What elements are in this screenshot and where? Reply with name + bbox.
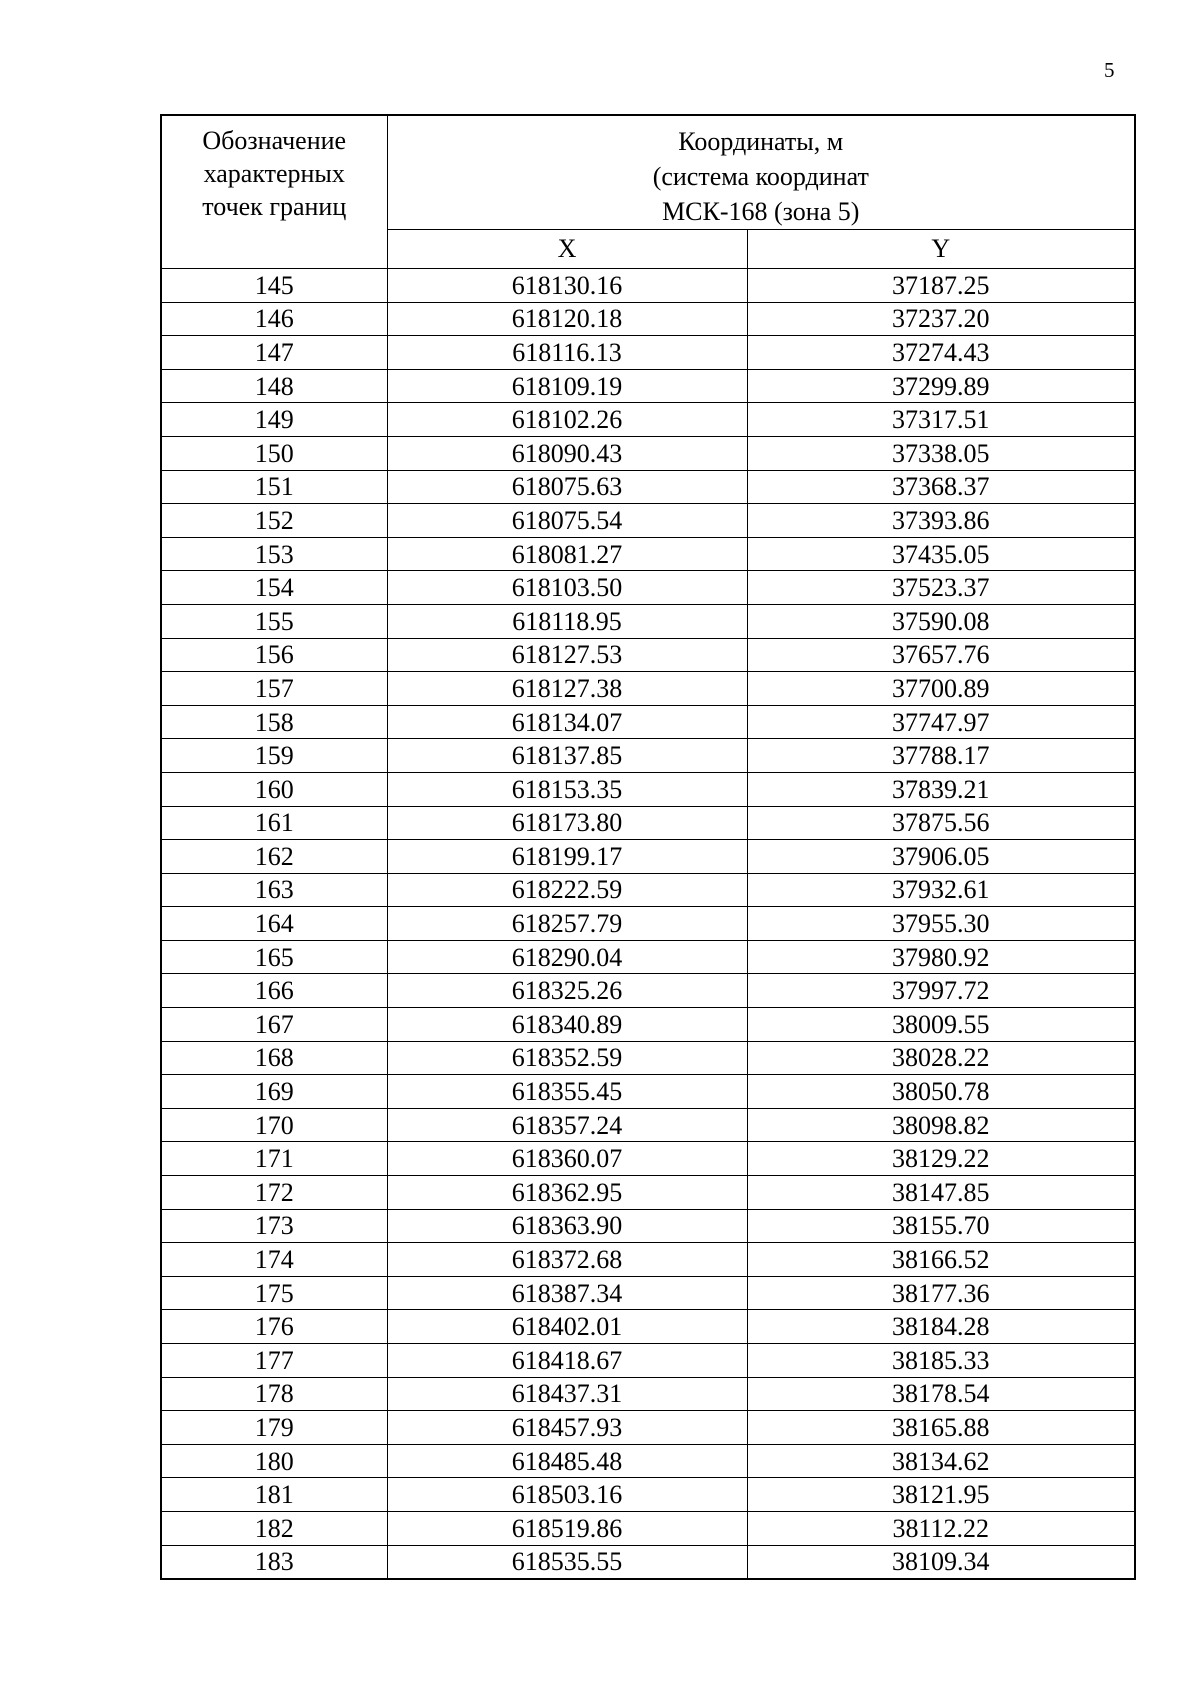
y-coordinate-cell: 37839.21 [747, 772, 1135, 806]
y-coordinate-cell: 38028.22 [747, 1041, 1135, 1075]
point-number-cell: 160 [161, 772, 387, 806]
point-number-cell: 173 [161, 1209, 387, 1243]
point-number-cell: 147 [161, 336, 387, 370]
table-row [161, 302, 1135, 336]
points-header-line: точек границ [202, 192, 347, 221]
x-coordinate-cell: 618503.16 [387, 1478, 747, 1512]
x-coordinate-cell: 618372.68 [387, 1243, 747, 1277]
point-number-cell: 161 [161, 806, 387, 840]
table-row [161, 1075, 1135, 1109]
point-number-cell: 176 [161, 1310, 387, 1344]
x-coordinate-cell: 618134.07 [387, 705, 747, 739]
table-row [161, 470, 1135, 504]
point-number-cell: 163 [161, 873, 387, 907]
table-row [161, 1142, 1135, 1176]
point-number-cell: 155 [161, 604, 387, 638]
table-row [161, 1008, 1135, 1042]
point-number-cell: 166 [161, 974, 387, 1008]
point-number-cell: 180 [161, 1444, 387, 1478]
table-row [161, 1411, 1135, 1445]
point-number-cell: 150 [161, 436, 387, 470]
table-row [161, 739, 1135, 773]
x-coordinate-cell: 618120.18 [387, 302, 747, 336]
point-number-cell: 153 [161, 537, 387, 571]
point-number-cell: 165 [161, 940, 387, 974]
y-coordinate-cell: 37523.37 [747, 571, 1135, 605]
point-number-cell: 172 [161, 1176, 387, 1210]
coordinates-column-header [387, 115, 1135, 230]
coordinates-header-line: МСК-168 (зона 5) [662, 197, 860, 226]
x-coordinate-cell: 618485.48 [387, 1444, 747, 1478]
table-row [161, 1041, 1135, 1075]
table-row [161, 403, 1135, 437]
x-coordinate-cell: 618352.59 [387, 1041, 747, 1075]
x-coordinate-cell: 618153.35 [387, 772, 747, 806]
x-coordinate-cell: 618127.38 [387, 672, 747, 706]
point-number-cell: 174 [161, 1243, 387, 1277]
point-number-cell: 152 [161, 504, 387, 538]
table-row [161, 974, 1135, 1008]
y-coordinate-cell: 37700.89 [747, 672, 1135, 706]
y-coordinate-cell: 38177.36 [747, 1276, 1135, 1310]
y-coordinate-cell: 37187.25 [747, 269, 1135, 303]
y-coordinate-cell: 38109.34 [747, 1545, 1135, 1579]
table-row [161, 1243, 1135, 1277]
x-coordinate-cell: 618535.55 [387, 1545, 747, 1579]
point-number-cell: 146 [161, 302, 387, 336]
table-row [161, 1511, 1135, 1545]
y-coordinate-cell: 38121.95 [747, 1478, 1135, 1512]
x-coordinate-cell: 618519.86 [387, 1511, 747, 1545]
table-row [161, 1344, 1135, 1378]
x-coordinate-cell: 618116.13 [387, 336, 747, 370]
y-coordinate-cell: 37997.72 [747, 974, 1135, 1008]
point-number-cell: 182 [161, 1511, 387, 1545]
point-number-cell: 167 [161, 1008, 387, 1042]
table-row [161, 1377, 1135, 1411]
table-row [161, 604, 1135, 638]
x-coordinate-cell: 618199.17 [387, 840, 747, 874]
y-coordinate-cell: 37299.89 [747, 369, 1135, 403]
table-row [161, 806, 1135, 840]
y-coordinate-cell: 37393.86 [747, 504, 1135, 538]
x-coordinate-cell: 618127.53 [387, 638, 747, 672]
y-coordinate-cell: 38155.70 [747, 1209, 1135, 1243]
y-coordinate-cell: 38098.82 [747, 1108, 1135, 1142]
x-coordinate-cell: 618387.34 [387, 1276, 747, 1310]
y-coordinate-cell: 37747.97 [747, 705, 1135, 739]
y-coordinate-cell: 37980.92 [747, 940, 1135, 974]
x-coordinate-cell: 618075.63 [387, 470, 747, 504]
point-number-cell: 154 [161, 571, 387, 605]
table-row [161, 873, 1135, 907]
x-coordinate-cell: 618418.67 [387, 1344, 747, 1378]
x-coordinate-cell: 618257.79 [387, 907, 747, 941]
point-number-cell: 168 [161, 1041, 387, 1075]
x-coordinate-cell: 618363.90 [387, 1209, 747, 1243]
x-coordinate-cell: 618402.01 [387, 1310, 747, 1344]
page-number: 5 [1104, 58, 1115, 82]
x-coordinate-cell: 618075.54 [387, 504, 747, 538]
x-coordinate-cell: 618102.26 [387, 403, 747, 437]
y-coordinate-cell: 37955.30 [747, 907, 1135, 941]
table-row [161, 369, 1135, 403]
table-row [161, 504, 1135, 538]
table-row [161, 672, 1135, 706]
table-row [161, 571, 1135, 605]
x-coordinate-cell: 618222.59 [387, 873, 747, 907]
table-row [161, 1209, 1135, 1243]
point-number-cell: 159 [161, 739, 387, 773]
x-coordinate-cell: 618290.04 [387, 940, 747, 974]
coordinates-header-line: (система координат [652, 162, 869, 191]
x-coordinate-cell: 618457.93 [387, 1411, 747, 1445]
y-coordinate-cell: 37875.56 [747, 806, 1135, 840]
x-coordinate-cell: 618355.45 [387, 1075, 747, 1109]
y-coordinate-cell: 38166.52 [747, 1243, 1135, 1277]
y-coordinate-cell: 37338.05 [747, 436, 1135, 470]
table-row [161, 940, 1135, 974]
table-header [161, 115, 1135, 269]
y-coordinate-cell: 38112.22 [747, 1511, 1135, 1545]
point-number-cell: 181 [161, 1478, 387, 1512]
table-row [161, 1176, 1135, 1210]
table-row [161, 1276, 1135, 1310]
x-coordinate-cell: 618090.43 [387, 436, 747, 470]
point-number-cell: 157 [161, 672, 387, 706]
table-row [161, 705, 1135, 739]
point-number-cell: 148 [161, 369, 387, 403]
y-coordinate-cell: 38134.62 [747, 1444, 1135, 1478]
table-row [161, 436, 1135, 470]
y-coordinate-cell: 37435.05 [747, 537, 1135, 571]
x-coordinate-cell: 618340.89 [387, 1008, 747, 1042]
x-coordinate-cell: 618130.16 [387, 269, 747, 303]
table-row [161, 772, 1135, 806]
point-number-cell: 149 [161, 403, 387, 437]
x-coordinate-cell: 618109.19 [387, 369, 747, 403]
y-coordinate-cell: 38184.28 [747, 1310, 1135, 1344]
points-header-line: Обозначение [202, 126, 347, 155]
y-coordinate-cell: 37932.61 [747, 873, 1135, 907]
point-number-cell: 158 [161, 705, 387, 739]
table-row [161, 537, 1135, 571]
x-coordinate-cell: 618173.80 [387, 806, 747, 840]
table-row [161, 1478, 1135, 1512]
point-number-cell: 170 [161, 1108, 387, 1142]
point-number-cell: 169 [161, 1075, 387, 1109]
y-coordinate-cell: 38185.33 [747, 1344, 1135, 1378]
table-row [161, 1108, 1135, 1142]
table-row [161, 269, 1135, 303]
point-number-cell: 177 [161, 1344, 387, 1378]
x-coordinate-cell: 618137.85 [387, 739, 747, 773]
x-coordinate-cell: 618360.07 [387, 1142, 747, 1176]
y-coordinate-cell: 37317.51 [747, 403, 1135, 437]
table-row [161, 1310, 1135, 1344]
point-number-cell: 178 [161, 1377, 387, 1411]
y-coordinate-cell: 37590.08 [747, 604, 1135, 638]
point-number-cell: 179 [161, 1411, 387, 1445]
y-coordinate-cell: 37237.20 [747, 302, 1135, 336]
y-coordinate-cell: 38147.85 [747, 1176, 1135, 1210]
point-number-cell: 175 [161, 1276, 387, 1310]
table-row [161, 1545, 1135, 1579]
x-coordinate-cell: 618357.24 [387, 1108, 747, 1142]
x-coordinate-cell: 618103.50 [387, 571, 747, 605]
point-number-cell: 164 [161, 907, 387, 941]
y-coordinate-cell: 37788.17 [747, 739, 1135, 773]
point-number-cell: 162 [161, 840, 387, 874]
table-row [161, 840, 1135, 874]
table-row [161, 907, 1135, 941]
y-coordinate-cell: 38165.88 [747, 1411, 1135, 1445]
y-coordinate-cell: 38050.78 [747, 1075, 1135, 1109]
y-coordinate-cell: 37657.76 [747, 638, 1135, 672]
y-coordinate-cell: 38009.55 [747, 1008, 1135, 1042]
y-coordinate-cell: 37906.05 [747, 840, 1135, 874]
coordinates-header-line: Координаты, м [678, 127, 844, 156]
x-coordinate-cell: 618362.95 [387, 1176, 747, 1210]
point-number-cell: 171 [161, 1142, 387, 1176]
points-header-line: характерных [203, 159, 345, 188]
y-coordinate-cell: 37368.37 [747, 470, 1135, 504]
coordinates-table [160, 114, 1136, 1580]
y-coordinate-cell: 38178.54 [747, 1377, 1135, 1411]
y-coordinate-cell: 37274.43 [747, 336, 1135, 370]
table-row [161, 638, 1135, 672]
table-body [161, 269, 1135, 1580]
y-column-header: Y [747, 230, 1135, 269]
y-coordinate-cell: 38129.22 [747, 1142, 1135, 1176]
point-number-cell: 151 [161, 470, 387, 504]
x-coordinate-cell: 618081.27 [387, 537, 747, 571]
point-number-cell: 145 [161, 269, 387, 303]
point-number-cell: 183 [161, 1545, 387, 1579]
x-coordinate-cell: 618325.26 [387, 974, 747, 1008]
points-column-header [161, 115, 387, 269]
table-row [161, 1444, 1135, 1478]
x-coordinate-cell: 618437.31 [387, 1377, 747, 1411]
x-column-header: X [387, 230, 747, 269]
table-row [161, 336, 1135, 370]
point-number-cell: 156 [161, 638, 387, 672]
x-coordinate-cell: 618118.95 [387, 604, 747, 638]
